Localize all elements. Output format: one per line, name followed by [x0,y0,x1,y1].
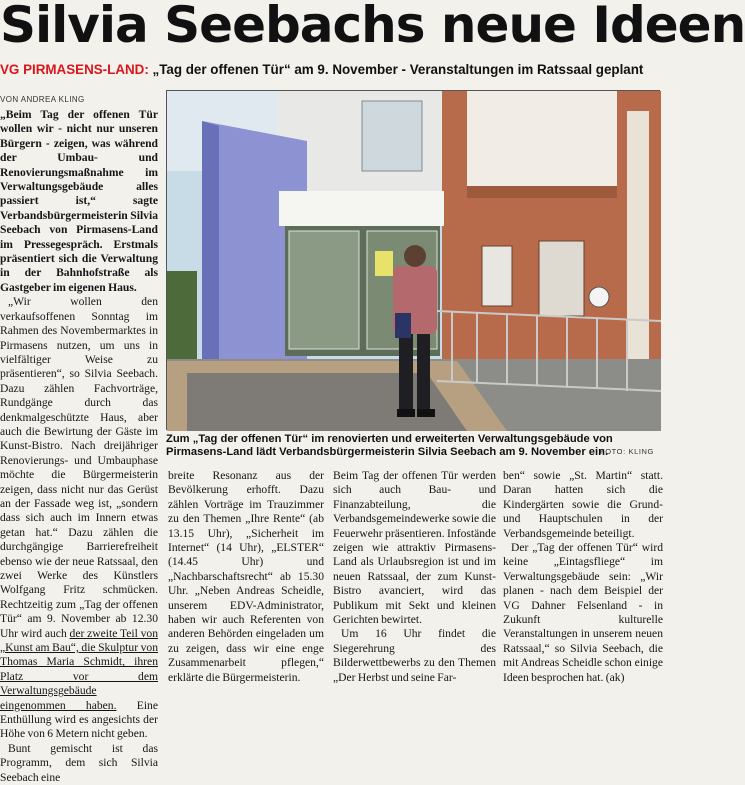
body-paragraph: Der „Tag der offenen Tür“ wird keine „Eintagsfliege“ im Verwaltungsgebäude sein: „Wir planen - nach dem Beispiel der VG Dahner Felsenland - in Zukunft kulturelle Veranstaltungen in unserem neuen Ratssaal,“ so Silvia Seebach, die mit Andreas Scheidle schon einige Ideen besprochen hat. (ak) [503,541,663,684]
building-photo-illustration [167,91,661,431]
article-column-1 [0,108,158,785]
body-paragraph: Bunt gemischt ist das Programm, dem sich Silvia Seebach eine [0,741,158,784]
body-paragraph: ben“ sowie „St. Martin“ statt. Daran hatten sich die Kindergärten sowie die Grund- und Hauptschulen in der Verbandsgemeinde beteiligt. [503,469,663,540]
body-text: „Wir wollen den verkaufsoffenen Sonntag im Rahmen des Novembermarktes in Pirmasens nutzen, um uns in vielfältiger Weise zu präsentieren“, so Silvia Seebach. Dazu zählen Fachvorträge, Rundgänge durch das denkmalgeschützte Haus, aber auch die Bewirtung der Gäste im Kunst-Bistro. Nach dreijähriger Renovierungs- und Umbauphase möchte die Bürgermeisterin zeigen, dass nicht nur das Gerüst an der Fassade weg ist, „sondern dass sich auch im Innern etwas getan hat.“ Dazu zählen die durchgängige Barrierefreiheit ebenso wie der neue Ratssaal, den zwei Werke des Künstlers Wolfgang Fritz schmücken. Rechtzeitig zum „Tag der offenen Tür“ am 9. November ab 12.30 Uhr wird auch [0,295,158,640]
subheadline-text: „Tag der offenen Tür“ am 9. November - Veranstaltungen im Ratssaal geplant [148,62,644,77]
headline: Silvia Seebachs neue Ideen [0,0,745,54]
kicker: VG PIRMASENS-LAND: [0,62,149,77]
subheadline [0,62,666,77]
article-column-2 [168,469,324,685]
article-column-4 [503,469,663,685]
body-paragraph: breite Resonanz aus der Bevölkerung erhofft. Dazu zählen Vorträge im Trauzimmer zu den Themen „Ihre Rente“ (ab 13.15 Uhr), „Sicherheit im Internet“ (14 Uhr), „ELSTER“ (14.45 Uhr) und „Nachbarschaftsrecht“ ab 15.30 Uhr. „Neben Andreas Scheidle, unserem EDV-Administrator, haben wir auch Referenten von anderen Behörden eingeladen um zu zeigen, dass wir eine enge Zusammenarbeit pflegen,“ erklärte die Bürgermeisterin. [168,469,324,684]
lead-paragraph: „Beim Tag der offenen Tür wollen wir - nicht nur unseren Bürgern - zeigen, was während der Umbau- und Renovierungsmaßnahme im Verwaltungsgebäude alles passiert ist,“ sagte Verbandsbürgermeisterin Silvia Seebach von Pirmasens-Land im Pressegespräch. Erstmals präsentiert sich die Verwaltung in der Bahnhofstraße als Gastgeber im eigenen Haus. [0,108,158,294]
body-paragraph [0,295,158,742]
body-paragraph: Um 16 Uhr findet die Siegerehrung des Bilderwettbewerbs zu den Themen „Der Herbst und seine Far- [333,627,496,684]
body-text: Eine Enthüllung wird es angesichts der Höhe von 6 Metern nicht geben. [0,698,158,741]
article-column-3 [333,469,496,685]
underlined-text: der zweite Teil von „Kunst am Bau“, die Skulptur von Thomas Maria Schmidt, ihren Platz vor dem Verwaltungsgebäude eingenommen haben. [0,626,158,712]
caption-text: Zum „Tag der offenen Tür“ im renovierten und erweiterten Verwaltungsgebäude von Pirmasens-Land lädt Verbandsbürgermeisterin Silvia Seebach am 9. November ein. [166,433,613,459]
photo-caption [166,433,660,460]
photo-credit: FOTO: KLING [600,447,654,456]
article-photo [166,90,660,430]
body-paragraph: Beim Tag der offenen Tür werden sich auch Bau- und Finanzabteilung, die Verbandsgemeindewerke sowie die Feuerwehr präsentieren. Infostände zeigen wie attraktiv Pirmasens-Land als Urlaubsregion ist und im neuen Ratssaal, der zum Kunst-Bistro avanciert, wird das Publikum mit Sekt und kleinen Gerichten bewirtet. [333,469,496,627]
byline: VON ANDREA KLING [0,95,85,104]
